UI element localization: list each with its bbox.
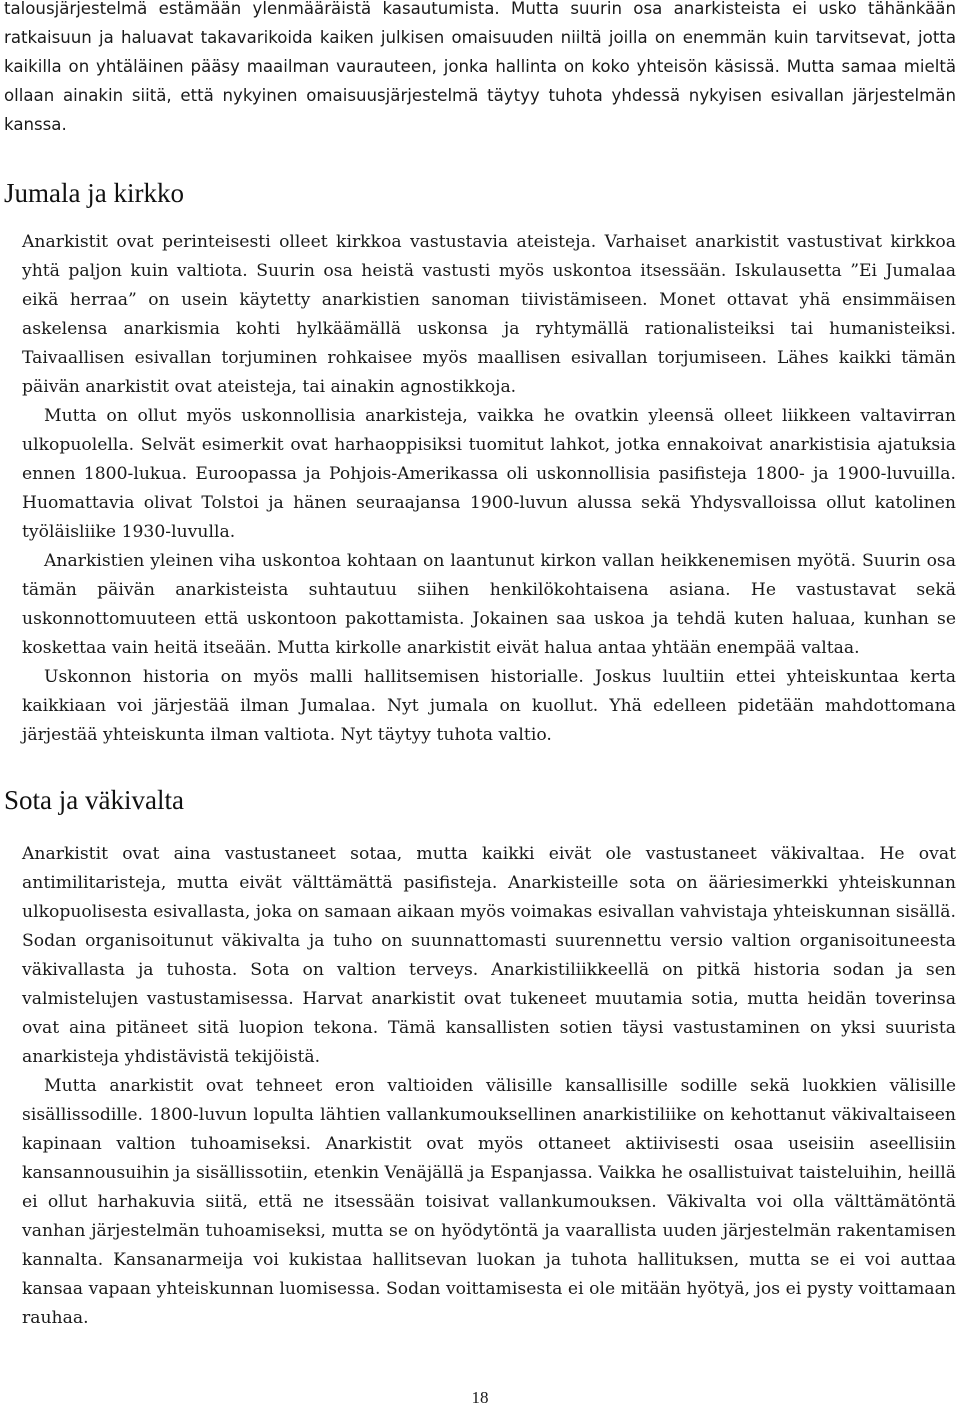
page-number: 18 xyxy=(471,1388,489,1407)
paragraph: Anarkistien yleinen viha uskontoa kohtaan on laantunut kirkon vallan heikkenemisen myötä. Suurin osa tämän päivän anarkisteista suhtautuu siihen henkilökohtaisena asiana. He vastustavat sekä uskonnottomuuteen että uskontoon pakottamista. Jokainen saa uskoa ja tehdä kuten haluaa, kunhan se koskettaa vain heitä itseään. Mutta kirkolle anarkistit eivät halua antaa yhtään enempää valtaa. xyxy=(22,551,956,658)
paragraph: Uskonnon historia on myös malli hallitsemisen historialle. Joskus luultiin ettei yhteiskuntaa kerta kaikkiaan voi järjestää ilman Jumalaa. Nyt jumala on kuollut. Yhä edelleen pidetään mahdottomana järjestää yhteiskunta ilman valtiota. Nyt täytyy tuhota valtio. xyxy=(22,667,956,745)
paragraph: Anarkistit ovat aina vastustaneet sotaa, mutta kaikki eivät ole vastustaneet väkivaltaa. He ovat antimilitaristeja, mutta eivät välttämättä pasifisteja. Anarkisteille sota on ääriesimerkki yhteiskunnan ulkopuolisesta esivallasta, joka on samaan aikaan myös voimakas esivallan vahvistaja yhteiskunnan sisällä. Sodan organisoitunut väkivalta ja tuho on suunnattomasti suurennettu versio valtion organisoituneesta väkivallasta ja tuhosta. Sota on valtion terveys. Anarkistiliikkeellä on pitkä historia sodan ja sen valmistelujen vastustamisessa. Harvat anarkistit ovat tukeneet muutamia sotia, mutta heidän toverinsa ovat aina pitäneet sitä luopion tekona. Tämä kansallisten sotien täysi vastustaminen on yksi suurista anarkisteja yhdistävistä tekijöistä. xyxy=(22,844,956,1067)
section-title-war-and-violence: Sota ja väkivalta xyxy=(4,785,184,815)
section-body-god-and-church xyxy=(0,228,960,750)
intro-paragraph: talousjärjestelmä estämään ylenmääräistä kasautumista. Mutta suurin osa anarkisteista ei usko tähänkään ratkaisuun ja haluavat takavarikoida kaiken julkisen omaisuuden niiltä joilla on enemmän kuin tarvitsevat, jotta kaikilla on yhtäläinen pääsy maailman vaurauteen, jonka hallinta on koko yhteisön käsissä. Mutta samaa mieltä ollaan ainakin siitä, että nykyinen omaisuusjärjestelmä täytyy tuhota yhdessä nykyisen esivallan järjestelmän kanssa. xyxy=(4,0,956,134)
paragraph: Mutta anarkistit ovat tehneet eron valtioiden välisille kansallisille sodille sekä luokkien välisille sisällissodille. 1800-luvun lopulta lähtien vallankumouksellinen anarkistiliike on kehottanut väkivaltaiseen kapinaan valtion tuhoamiseksi. Anarkistit ovat myös ottaneet aktiivisesti osaa useisiin aseellisiin kansannousuihin ja sisällissotiin, etenkin Venäjällä ja Espanjassa. Vaikka he osallistuivat taisteluihin, heillä ei ollut harhakuvia siitä, että ne itsessään toisivat vallankumouksen. Väkivalta voi olla välttämätöntä vanhan järjestelmän tuhoamiseksi, mutta se on hyödytöntä ja vaarallista uuden järjestelmän rakentamisen kannalta. Kansanarmeija voi kukistaa hallitsevan luokan ja tuhota hallituksen, mutta se ei voi auttaa kansaa vapaan yhteiskunnan luomisessa. Sodan voittamisesta ei ole mitään hyötyä, jos ei pysty voittamaan rauhaa. xyxy=(22,1076,956,1328)
section-body-war-and-violence xyxy=(0,840,960,1333)
section-title-god-and-church: Jumala ja kirkko xyxy=(4,178,184,208)
paragraph: Anarkistit ovat perinteisesti olleet kirkkoa vastustavia ateisteja. Varhaiset anarkistit vastustivat kirkkoa yhtä paljon kuin valtiota. Suurin osa heistä vastusti myös uskontoa itsessään. Iskulausetta ”Ei Jumalaa eikä herraa” on usein käytetty anarkistien sanoman tiivistämiseen. Monet ottavat yhä ensimmäisen askelensa anarkismia kohti hylkäämällä uskonsa ja ryhtymällä rationalisteiksi tai humanisteiksi. Taivaallisen esivallan torjuminen rohkaisee myös maallisen esivallan torjumiseen. Lähes kaikki tämän päivän anarkistit ovat ateisteja, tai ainakin agnostikkoja. xyxy=(22,232,956,397)
paragraph: Mutta on ollut myös uskonnollisia anarkisteja, vaikka he ovatkin yleensä olleet liikkeen valtavirran ulkopuolella. Selvät esimerkit ovat harhaoppisiksi tuomitut lahkot, jotka ennakoivat anarkistisia ajatuksia ennen 1800-lukua. Euroopassa ja Pohjois-Amerikassa oli uskonnollisia pasifisteja 1800- ja 1900-luvuilla. Huomattavia olivat Tolstoi ja hänen seuraajansa 1900-luvun alussa sekä Yhdysvalloissa ollut katolinen työläisliike 1930-luvulla. xyxy=(22,406,956,542)
